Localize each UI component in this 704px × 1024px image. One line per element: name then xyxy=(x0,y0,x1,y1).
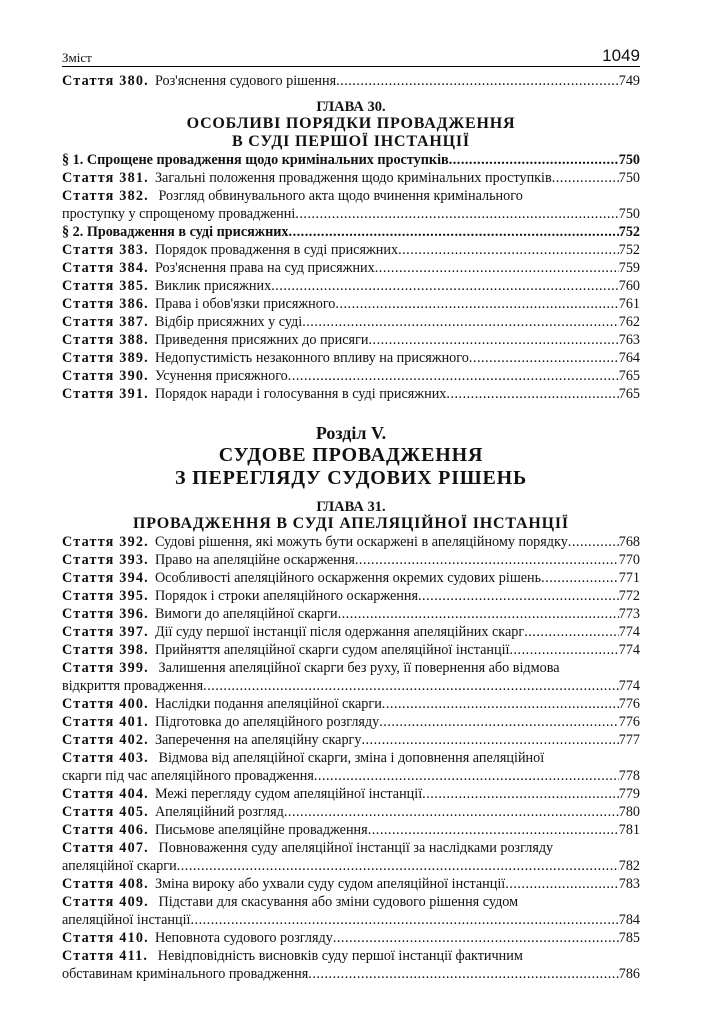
toc-entry[interactable] xyxy=(62,331,640,349)
chapter-number: ГЛАВА 30. xyxy=(316,99,386,115)
article-label: Стаття 400. xyxy=(62,696,149,712)
toc-entry[interactable] xyxy=(62,947,640,983)
toc-entry[interactable] xyxy=(62,187,640,223)
article-label: Стаття 409. xyxy=(62,894,149,910)
page-ref: 784 xyxy=(618,912,640,928)
article-title-cont: апеляційної скарги xyxy=(62,858,177,874)
page-ref: 780 xyxy=(618,804,640,820)
toc-entry[interactable] xyxy=(62,803,640,821)
section-title: § 1. Спрощене провадження щодо кримінальних проступків xyxy=(62,152,449,168)
article-label: Стаття 380. xyxy=(62,73,149,89)
dot-leader xyxy=(355,551,619,569)
dot-leader xyxy=(336,72,619,90)
page-ref: 763 xyxy=(618,332,640,348)
article-title: Право на апеляційне оскарження xyxy=(154,552,355,568)
page-ref: 750 xyxy=(618,206,640,222)
article-title: Вимоги до апеляційної скарги xyxy=(154,606,338,622)
article-label: Стаття 389. xyxy=(62,350,149,366)
dot-leader xyxy=(190,911,618,929)
dot-leader xyxy=(509,641,618,659)
article-label: Стаття 385. xyxy=(62,278,149,294)
article-label: Стаття 404. xyxy=(62,786,149,802)
article-label: Стаття 406. xyxy=(62,822,149,838)
dot-leader xyxy=(524,623,619,641)
dot-leader xyxy=(308,965,618,983)
article-title: Відмова від апеляційної скарги, зміна і доповнення апеляційної xyxy=(158,750,545,766)
article-title-cont: відкриття провадження xyxy=(62,678,204,694)
article-title: Особливості апеляційного оскарження окремих судових рішень xyxy=(154,570,542,586)
page-ref: 760 xyxy=(618,278,640,294)
chapter-number: ГЛАВА 31. xyxy=(316,499,386,515)
article-label: Стаття 396. xyxy=(62,606,149,622)
article-title: Роз'яснення права на суд присяжних xyxy=(154,260,375,276)
page-ref: 761 xyxy=(618,296,640,312)
page-ref: 765 xyxy=(618,386,640,402)
chapter-title: ОСОБЛИВІ ПОРЯДКИ ПРОВАДЖЕННЯ xyxy=(186,115,516,132)
page-ref: 774 xyxy=(618,624,640,640)
header-rule xyxy=(62,66,640,67)
article-title: Судові рішення, які можуть бути оскаржені в апеляційному порядку xyxy=(154,534,568,550)
dot-leader xyxy=(203,677,619,695)
article-title: Відбір присяжних у суді xyxy=(154,314,303,330)
page-ref: 785 xyxy=(618,930,640,946)
toc-entry[interactable] xyxy=(62,695,640,713)
article-title: Дії суду першої інстанції після одержання апеляційних скарг xyxy=(154,624,525,640)
chapter-title: В СУДІ ПЕРШОЇ ІНСТАНЦІЇ xyxy=(232,133,470,150)
dot-leader xyxy=(449,151,619,169)
page-ref: 782 xyxy=(618,858,640,874)
page-ref: 770 xyxy=(618,552,640,568)
page-ref: 777 xyxy=(618,732,640,748)
toc-entry[interactable] xyxy=(62,929,640,947)
page-ref: 774 xyxy=(618,642,640,658)
dot-leader xyxy=(284,803,619,821)
article-label: Стаття 392. xyxy=(62,534,149,550)
article-title: Заперечення на апеляційну скаргу xyxy=(154,732,362,748)
article-label: Стаття 387. xyxy=(62,314,149,330)
toc-list xyxy=(62,785,640,839)
article-title: Порядок і строки апеляційного оскарження xyxy=(154,588,418,604)
toc-list xyxy=(62,169,640,187)
article-title-cont: скарги під час апеляційного провадження xyxy=(62,768,314,784)
dot-leader xyxy=(379,713,618,731)
dot-leader xyxy=(295,205,618,223)
toc-entry[interactable] xyxy=(62,839,640,875)
article-title-cont: обставинам кримінального провадження xyxy=(62,966,309,982)
page-ref: 786 xyxy=(618,966,640,982)
toc-entry[interactable] xyxy=(62,385,640,403)
dot-leader xyxy=(368,821,619,839)
article-title: Приведення присяжних до присяги xyxy=(154,332,369,348)
article-label: Стаття 408. xyxy=(62,876,149,892)
page-ref: 781 xyxy=(618,822,640,838)
page-ref: 771 xyxy=(618,570,640,586)
page-ref: 783 xyxy=(618,876,640,892)
article-label: Стаття 394. xyxy=(62,570,149,586)
toc-entry[interactable] xyxy=(62,785,640,803)
article-label: Стаття 393. xyxy=(62,552,149,568)
part-number: Розділ V. xyxy=(315,423,387,443)
article-title: Усунення присяжного xyxy=(154,368,288,384)
page-ref: 759 xyxy=(618,260,640,276)
dot-leader xyxy=(289,223,619,241)
toc-section[interactable] xyxy=(62,151,640,169)
toc-entry[interactable] xyxy=(62,367,640,385)
article-label: Стаття 407. xyxy=(62,840,149,856)
dot-leader xyxy=(375,259,619,277)
article-label: Стаття 405. xyxy=(62,804,149,820)
part-title: З ПЕРЕГЛЯДУ СУДОВИХ РІШЕНЬ xyxy=(174,467,528,489)
part-title: СУДОВЕ ПРОВАДЖЕННЯ xyxy=(218,444,484,466)
dot-leader xyxy=(271,277,619,295)
dot-leader xyxy=(382,695,619,713)
toc-section[interactable] xyxy=(62,223,640,241)
article-title: Неповнота судового розгляду xyxy=(154,930,333,946)
toc-entry[interactable] xyxy=(62,749,640,785)
article-title: Роз'яснення судового рішення xyxy=(154,73,337,89)
dot-leader xyxy=(177,857,619,875)
article-title: Розгляд обвинувального акта щодо вчинення кримінального xyxy=(158,188,523,204)
article-label: Стаття 383. xyxy=(62,242,149,258)
article-title: Порядок провадження в суді присяжних xyxy=(154,242,399,258)
dot-leader xyxy=(302,313,619,331)
article-label: Стаття 398. xyxy=(62,642,149,658)
article-label: Стаття 384. xyxy=(62,260,149,276)
toc-content xyxy=(62,72,640,983)
article-title: Зміна вироку або ухвали суду судом апеляційної інстанції xyxy=(154,876,506,892)
article-title-cont: апеляційної інстанції xyxy=(62,912,191,928)
dot-leader xyxy=(568,533,619,551)
article-title: Наслідки подання апеляційної скарги xyxy=(154,696,382,712)
toc-entry[interactable] xyxy=(62,241,640,259)
page-ref: 776 xyxy=(618,714,640,730)
page-ref: 749 xyxy=(618,73,640,89)
article-label: Стаття 395. xyxy=(62,588,149,604)
toc-entry[interactable] xyxy=(62,713,640,731)
article-label: Стаття 390. xyxy=(62,368,149,384)
toc-entry[interactable] xyxy=(62,349,640,367)
article-title: Письмове апеляційне провадження xyxy=(154,822,368,838)
article-label: Стаття 402. xyxy=(62,732,149,748)
toc-entry[interactable] xyxy=(62,295,640,313)
dot-leader xyxy=(552,169,619,187)
article-title: Повноваження суду апеляційної інстанції за наслідками розгляду xyxy=(158,840,554,856)
article-label: Стаття 411. xyxy=(62,948,149,964)
page-ref: 778 xyxy=(618,768,640,784)
dot-leader xyxy=(288,367,619,385)
toc-list xyxy=(62,695,640,749)
toc-entry[interactable] xyxy=(62,569,640,587)
article-title: Межі перегляду судом апеляційної інстанції xyxy=(154,786,423,802)
toc-entry[interactable] xyxy=(62,659,640,695)
article-label: Стаття 403. xyxy=(62,750,149,766)
dot-leader xyxy=(398,241,619,259)
toc-entry[interactable] xyxy=(62,277,640,295)
page-ref: 750 xyxy=(618,152,640,168)
dot-leader xyxy=(469,349,619,367)
page-ref: 750 xyxy=(618,170,640,186)
toc-entry[interactable] xyxy=(62,313,640,331)
page-ref: 752 xyxy=(618,224,640,240)
toc-entry[interactable] xyxy=(62,551,640,569)
chapter-title: ПРОВАДЖЕННЯ В СУДІ АПЕЛЯЦІЙНОЇ ІНСТАНЦІЇ xyxy=(133,515,569,532)
running-head xyxy=(62,46,640,66)
article-title: Прийняття апеляційної скарги судом апеляційної інстанції xyxy=(154,642,510,658)
article-label: Стаття 381. xyxy=(62,170,149,186)
toc-entry[interactable] xyxy=(62,641,640,659)
dot-leader xyxy=(368,331,618,349)
page-ref: 774 xyxy=(618,678,640,694)
running-head-section: Зміст xyxy=(62,50,92,65)
article-title: Залишення апеляційної скарги без руху, її повернення або відмова xyxy=(158,660,560,676)
toc-list xyxy=(62,533,640,659)
dot-leader xyxy=(314,767,619,785)
article-label: Стаття 401. xyxy=(62,714,149,730)
article-label: Стаття 386. xyxy=(62,296,149,312)
page-ref: 779 xyxy=(618,786,640,802)
article-title: Порядок наради і голосування в суді присяжних xyxy=(154,386,447,402)
article-title: Апеляційний розгляд xyxy=(154,804,284,820)
article-label: Стаття 382. xyxy=(62,188,149,204)
dot-leader xyxy=(422,785,619,803)
section-title: § 2. Провадження в суді присяжних xyxy=(62,224,289,240)
dot-leader xyxy=(541,569,619,587)
toc-entry[interactable] xyxy=(62,893,640,929)
page-ref: 776 xyxy=(618,696,640,712)
article-label: Стаття 410. xyxy=(62,930,149,946)
toc-entry[interactable] xyxy=(62,72,640,90)
toc-entry[interactable] xyxy=(62,533,640,551)
article-title: Права і обов'язки присяжного xyxy=(154,296,336,312)
article-title: Виклик присяжних xyxy=(154,278,272,294)
article-label: Стаття 388. xyxy=(62,332,149,348)
dot-leader xyxy=(335,295,618,313)
dot-leader xyxy=(333,929,619,947)
toc-entry[interactable] xyxy=(62,623,640,641)
page-ref: 752 xyxy=(618,242,640,258)
toc-list xyxy=(62,241,640,403)
toc-entry[interactable] xyxy=(62,259,640,277)
page-ref: 772 xyxy=(618,588,640,604)
toc-entry[interactable] xyxy=(62,605,640,623)
page-ref: 762 xyxy=(618,314,640,330)
dot-leader xyxy=(418,587,619,605)
page-ref: 765 xyxy=(618,368,640,384)
page-ref: 768 xyxy=(618,534,640,550)
article-label: Стаття 399. xyxy=(62,660,149,676)
toc-entry[interactable] xyxy=(62,875,640,893)
article-title: Недопустимість незаконного впливу на присяжного xyxy=(154,350,469,366)
article-title: Підготовка до апеляційного розгляду xyxy=(154,714,380,730)
dot-leader xyxy=(446,385,618,403)
toc-entry[interactable] xyxy=(62,169,640,187)
article-title: Невідповідність висновків суду першої інстанції фактичним xyxy=(157,948,523,964)
article-label: Стаття 391. xyxy=(62,386,149,402)
article-label: Стаття 397. xyxy=(62,624,149,640)
page-ref: 764 xyxy=(618,350,640,366)
article-title: Загальні положення провадження щодо кримінальних проступків xyxy=(154,170,552,186)
toc-entry[interactable] xyxy=(62,731,640,749)
page-ref: 773 xyxy=(618,606,640,622)
article-title-cont: проступку у спрощеному провадженні xyxy=(62,206,296,222)
toc-entry[interactable] xyxy=(62,821,640,839)
toc-entry[interactable] xyxy=(62,587,640,605)
dot-leader xyxy=(361,731,618,749)
dot-leader xyxy=(338,605,619,623)
page-number: 1049 xyxy=(602,46,640,65)
article-title: Підстави для скасування або зміни судового рішення судом xyxy=(158,894,519,910)
dot-leader xyxy=(505,875,618,893)
